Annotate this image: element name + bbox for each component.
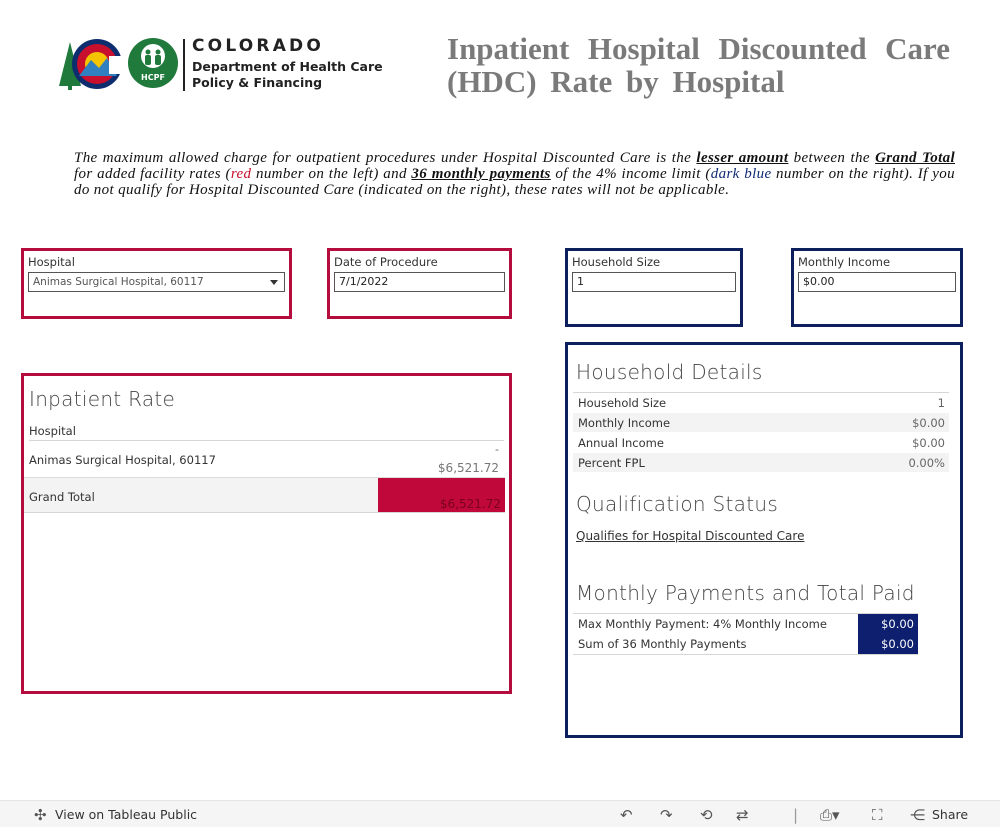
logo-dept-line2: Policy & Financing bbox=[192, 75, 323, 90]
inpatient-rate-panel bbox=[21, 373, 512, 694]
share-icon[interactable]: ⋲ bbox=[910, 806, 925, 824]
chevron-down-icon bbox=[270, 280, 278, 285]
intro-blue-word: dark blue bbox=[710, 166, 772, 182]
revert-icon[interactable]: ⟲ bbox=[700, 806, 713, 824]
table-row: Percent FPL 0.00% bbox=[573, 453, 949, 473]
table-row: Household Size 1 bbox=[573, 393, 949, 413]
inpatient-rate-title: Inpatient Rate bbox=[29, 387, 176, 411]
date-filter bbox=[327, 248, 512, 319]
page-title: Inpatient Hospital Discounted Care (HDC) Rate by Hospital bbox=[447, 31, 950, 99]
intro-paragraph: The maximum allowed charge for outpatient procedures under Hospital Discounted Care is the lesser amount between the Grand Total for added facility rates (red number on the left) and 36 monthly payments of the 4% income limit (dark blue number on the right). If you do not qualify for Hospital Discounted Care (indicated on the right), these rates will not be applicable. bbox=[74, 150, 955, 198]
date-filter-label: Date of Procedure bbox=[334, 255, 438, 269]
svg-text:HCPF: HCPF bbox=[141, 73, 165, 82]
tableau-toolbar bbox=[0, 800, 1000, 827]
hospital-filter bbox=[21, 248, 292, 319]
hospital-select-value: Animas Surgical Hospital, 60117 bbox=[33, 276, 204, 288]
hospital-filter-label: Hospital bbox=[28, 255, 75, 269]
grand-total-bar bbox=[378, 478, 505, 512]
hospital-row-dash: - bbox=[495, 443, 499, 456]
table-row: Max Monthly Payment: 4% Monthly Income $0.00 bbox=[573, 614, 918, 634]
logo-colorado-text: COLORADO bbox=[192, 36, 325, 56]
monthly-income-input[interactable]: $0.00 bbox=[798, 272, 956, 292]
table-row: Annual Income $0.00 bbox=[573, 433, 949, 453]
hcpf-logo bbox=[57, 36, 387, 96]
logo-dept-line1: Department of Health Care bbox=[192, 59, 383, 74]
logo-divider bbox=[183, 39, 185, 91]
monthly-payments-title: Monthly Payments and Total Paid bbox=[576, 581, 915, 605]
refresh-icon[interactable]: ⇄ bbox=[736, 806, 749, 824]
grand-total-label: Grand Total bbox=[29, 490, 95, 504]
household-details-title: Household Details bbox=[576, 360, 763, 384]
monthly-income-filter bbox=[791, 248, 963, 327]
qualification-status-title: Qualification Status bbox=[576, 492, 779, 516]
colorado-logo-icon bbox=[57, 36, 179, 92]
monthly-income-label: Monthly Income bbox=[798, 255, 891, 269]
grand-total-row[interactable] bbox=[24, 478, 505, 513]
intro-bold-grand-total: Grand Total bbox=[875, 150, 955, 166]
qualification-status-value[interactable]: Qualifies for Hospital Discounted Care bbox=[576, 529, 805, 543]
hospital-select[interactable] bbox=[28, 272, 285, 292]
table-row: Monthly Income $0.00 bbox=[573, 413, 949, 433]
intro-bold-36-payments: 36 monthly payments bbox=[411, 166, 551, 182]
intro-bold-lesser: lesser amount bbox=[696, 150, 789, 166]
grand-total-value: $6,521.72 bbox=[439, 497, 501, 511]
household-size-label: Household Size bbox=[572, 255, 661, 269]
fullscreen-icon[interactable]: ⛶ bbox=[872, 806, 883, 824]
hospital-row-name[interactable]: Animas Surgical Hospital, 60117 bbox=[29, 453, 216, 467]
household-details-table bbox=[573, 392, 949, 473]
household-size-input[interactable]: 1 bbox=[572, 272, 736, 292]
intro-red-word: red bbox=[230, 166, 252, 182]
date-input[interactable]: 7/1/2022 bbox=[334, 272, 505, 292]
household-size-filter bbox=[565, 248, 743, 327]
household-panel bbox=[565, 342, 963, 738]
hospital-row-value[interactable]: $6,521.72 bbox=[437, 461, 499, 475]
redo-icon[interactable]: ↷ bbox=[660, 806, 673, 824]
view-on-tableau-link[interactable]: View on Tableau Public bbox=[55, 807, 198, 822]
logo-wordmark bbox=[192, 36, 383, 91]
undo-icon[interactable]: ↶ bbox=[620, 806, 633, 824]
tableau-logo-icon: ✣ bbox=[34, 806, 47, 824]
download-icon[interactable]: ⎙▾ bbox=[820, 806, 840, 824]
share-button[interactable]: Share bbox=[932, 807, 969, 822]
table-row: Sum of 36 Monthly Payments $0.00 bbox=[573, 634, 918, 654]
monthly-payments-table bbox=[573, 613, 918, 655]
hospital-column-header: Hospital bbox=[29, 424, 504, 441]
toolbar-divider: | bbox=[793, 806, 799, 824]
